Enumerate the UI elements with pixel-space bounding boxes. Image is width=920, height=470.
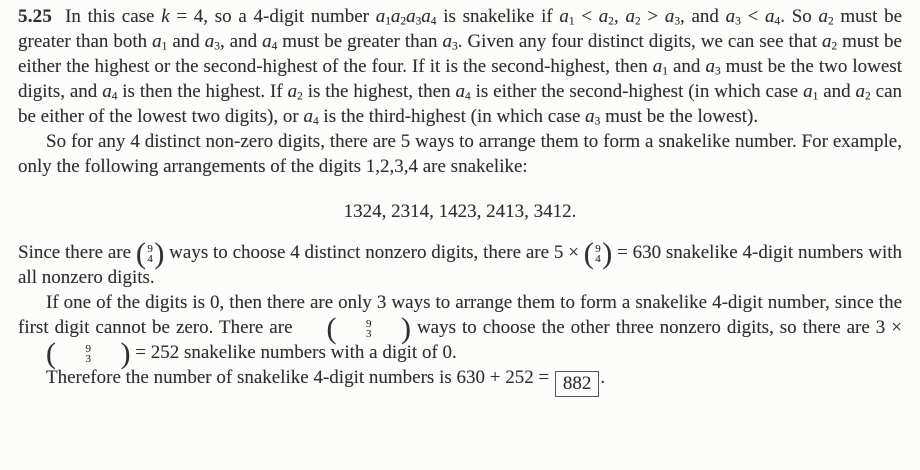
right-paren: ) [602, 237, 613, 270]
math-variable: $a_1$ [803, 81, 819, 103]
math-variable: $a_2$ [390, 6, 407, 28]
math-variable: $a_3$ [204, 31, 220, 53]
math-variable: $a_4$ [765, 6, 781, 28]
text-run: = 252 snakelike numbers with a digit of 0. [130, 342, 457, 363]
math-variable: $a_1$ [152, 31, 168, 53]
text-run: ways to choose the other three nonzero digits, so there are 3 × [410, 317, 902, 338]
text-run: , [613, 6, 626, 27]
text-run: . [600, 367, 606, 388]
text-run: Therefore the number of snakelike 4-digit numbers is 630 + 252 = [46, 367, 554, 388]
binomial-stack: 9 3 [365, 318, 372, 340]
math-variable: $a_2$ [818, 6, 834, 28]
text-run: Since there are [18, 242, 136, 263]
binomial-coefficient [583, 237, 613, 270]
math-variable: $a_3$ [442, 31, 458, 53]
math-variable: $a_2$ [821, 31, 838, 53]
math-variable: $a_4$ [102, 81, 118, 103]
text-run: < [574, 6, 599, 27]
text-run: and [667, 56, 706, 77]
math-variable: $a_4$ [303, 106, 319, 128]
binomial-stack: 9 4 [147, 243, 153, 265]
text-run: , and [219, 31, 263, 52]
solution-paragraph-zero-digit [18, 290, 902, 370]
text-run: ways to choose 4 distinct nonzero digits, there are 5 × [164, 242, 584, 263]
text-run: must be greater than [277, 31, 443, 52]
binomial-stack: 9 3 [85, 343, 91, 365]
solution-paragraph-arrangements [18, 129, 902, 179]
math-variable: $a_3$ [585, 106, 601, 128]
left-paren: ( [326, 312, 337, 345]
binomial-coefficient [135, 237, 165, 270]
text-run: and [818, 81, 856, 102]
text-run: In this case [65, 6, 162, 27]
left-paren: ( [135, 237, 146, 270]
text-run: can be either of the lowest two digits), or [18, 81, 903, 127]
math-variable: $a_2$ [855, 81, 871, 103]
problem-number: 5.25 [18, 6, 53, 27]
text-run: , and [680, 6, 726, 27]
math-variable: $a_3$ [406, 6, 422, 28]
binomial-stack: 9 4 [595, 243, 601, 265]
math-variable: $a_2$ [598, 6, 614, 28]
text-run: and [167, 31, 205, 52]
text-run: = 630 snakelike 4-digit numbers with all nonzero digits. [18, 242, 902, 288]
right-paren: ) [400, 312, 411, 345]
text-run: < [740, 6, 766, 27]
math-variable: $a_3$ [664, 6, 681, 28]
math-variable: $a_2$ [287, 81, 303, 103]
text-run: is the third-highest (in which case [318, 106, 586, 127]
math-variable: $a_4$ [262, 31, 278, 53]
text-run: is snakelike if [436, 6, 560, 27]
display-equation: 1324, 2314, 1423, 2413, 3412. [343, 201, 577, 222]
text-run: is the highest, then [302, 81, 456, 102]
math-variable: $a_4$ [421, 6, 437, 28]
math-variable: $a_1$ [652, 56, 668, 78]
text-run: > [640, 6, 665, 27]
binomial-coefficient [298, 312, 411, 345]
text-run: If one of the digits is 0, then there are only 3 ways to arrange them to form a snakelike 4-digit number, since the first digit cannot be zero. There are [18, 292, 902, 338]
solution-paragraph-intro [18, 4, 902, 129]
math-variable: $a_4$ [455, 81, 471, 103]
text-run: must be the lowest). [600, 106, 759, 127]
text-run: is either the second-highest (in which case [470, 81, 804, 102]
text-run: . So [780, 6, 819, 27]
text-run: is then the highest. If [117, 81, 288, 102]
math-variable: k [161, 6, 170, 27]
left-paren: ( [583, 237, 594, 270]
math-variable: $a_3$ [705, 56, 721, 78]
text-run: . Given any four distinct digits, we can see that [457, 31, 822, 52]
math-variable: $a_1$ [559, 6, 575, 28]
math-variable: $a_1$ [375, 6, 391, 28]
right-paren: ) [120, 337, 131, 370]
solution-paragraph-nonzero-count [18, 237, 902, 290]
text-run: must be greater than both [18, 6, 903, 52]
text-run: must be the two lowest digits, and [18, 56, 902, 102]
left-paren: ( [46, 337, 56, 370]
binomial-coefficient [18, 337, 131, 370]
text-run: So for any 4 distinct non-zero digits, there are 5 ways to arrange them to form a snakelike number. For example, only the following arrangements of the digits 1,2,3,4 are snakelike: [18, 131, 902, 177]
solution-paragraph-conclusion [18, 365, 902, 397]
math-variable: $a_3$ [725, 6, 741, 28]
text-run: = 4, so a 4-digit number [169, 6, 376, 27]
right-paren: ) [154, 237, 165, 270]
math-variable: $a_2$ [625, 6, 641, 28]
boxed-answer: 882 [555, 371, 600, 397]
text-run: must be either the highest or the second-highest of the four. If it is the second-highest, then [18, 31, 902, 77]
